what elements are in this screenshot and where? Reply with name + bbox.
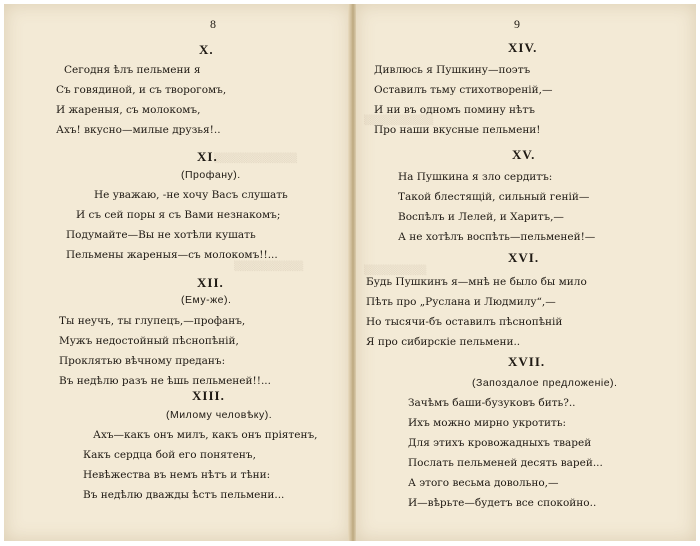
verse-line: Сегодня ѣлъ пельмени я (64, 64, 201, 76)
verse-line: Не уважаю, -не хочу Васъ слушать (94, 189, 288, 201)
verse-line: Ихъ можно мирно укротить: (408, 417, 567, 429)
verse-line: Ты неучъ, ты глупецъ,—профанъ, (59, 315, 246, 327)
verse-line: Оставилъ тьму стихотвореній,— (374, 84, 553, 96)
verse-line: Ахъ—какъ онъ милъ, какъ онъ пріятенъ, (93, 429, 318, 441)
bleed-through: ▒▒▒▒▒▒▒▒▒▒ (234, 262, 304, 272)
verse-line: На Пушкина я зло сердитъ: (398, 171, 553, 183)
verse-line: Про наши вкусные пельмени! (374, 124, 541, 136)
section-subtitle: (Милому человѣку). (166, 409, 273, 421)
verse-line: Послать пельменей десять варей... (408, 457, 603, 469)
verse-line: Но тысячи-бъ оставилъ пѣснопѣній (366, 316, 563, 328)
verse-xvii (408, 393, 603, 513)
verse-line: Дивлюсь я Пушкину—поэтъ (374, 64, 531, 76)
verse-line: Подумайте—Вы не хотѣли кушать (66, 229, 256, 241)
section-subtitle: (Ему-же). (181, 294, 232, 306)
verse-line: Такой блестящій, сильный геній— (398, 191, 590, 203)
section-heading: XVI. (508, 250, 540, 265)
verse-line: Для этихъ кровожадныхъ тварей (408, 437, 592, 449)
page-number: 9 (514, 17, 520, 31)
verse-line: Въ недѣлю дважды ѣстъ пельмени... (83, 489, 285, 501)
section-heading: XV. (512, 147, 536, 162)
verse-line: Я про сибирскіе пельмени.. (366, 336, 521, 348)
verse-line: Проклятью вѣчному преданъ: (59, 355, 226, 367)
page-number: 8 (210, 17, 216, 31)
verse-line: Съ говядиной, и съ творогомъ, (56, 84, 227, 96)
verse-line: И—вѣрьте—будетъ все спокойно.. (408, 497, 597, 509)
verse-xvi (366, 272, 587, 352)
verse-line: Какъ сердца бой его понятенъ, (83, 449, 256, 461)
left-page (4, 4, 351, 541)
verse-xv (398, 167, 595, 247)
verse-xii (59, 311, 271, 391)
section-heading: XII. (197, 275, 224, 290)
bleed-through: ▒▒▒▒▒▒▒▒▒▒▒▒ (214, 154, 298, 164)
verse-line: Мужъ недостойный пѣснопѣній, (59, 335, 239, 347)
bleed-through: ▒▒▒▒▒▒▒▒▒ (364, 266, 427, 276)
section-heading: XI. (197, 149, 218, 164)
verse-x (56, 60, 226, 140)
verse-line: И жареныя, съ молокомъ, (56, 104, 201, 116)
section-heading: XIV. (508, 40, 538, 55)
verse-line: А этого весьма довольно,— (408, 477, 559, 489)
section-heading: XVII. (508, 354, 546, 369)
verse-xiv (374, 60, 552, 140)
section-subtitle: (Профану). (181, 169, 241, 181)
right-page (356, 4, 696, 541)
verse-line: А не хотѣлъ воспѣть—пельменей!— (398, 231, 596, 243)
verse-line: Воспѣлъ и Лелей, и Харитъ,— (398, 211, 564, 223)
verse-xi (66, 185, 288, 265)
section-subtitle: (Запоздалое предложеніе). (472, 377, 618, 389)
verse-line: Зачѣмъ баши-бузуковъ бить?.. (408, 397, 576, 409)
section-heading: X. (199, 42, 214, 57)
verse-line: И ни въ одномъ помину нѣтъ (374, 104, 535, 116)
verse-line: Пѣть про „Руслана и Людмилу“,— (366, 296, 556, 308)
verse-line: Невѣжества въ немъ нѣтъ и тѣни: (83, 469, 271, 481)
verse-line: Въ недѣлю разъ не ѣшь пельменей!!... (59, 375, 271, 387)
verse-xiii (69, 425, 317, 505)
section-heading: XIII. (192, 388, 225, 403)
bleed-through: ▒▒▒▒▒▒▒▒▒▒ (364, 116, 434, 126)
verse-line: И съ сей поры я съ Вами незнакомъ; (76, 209, 281, 221)
verse-line: Пельмены жареныя—съ молокомъ!!... (66, 249, 278, 261)
verse-line: Ахъ! вкусно—милые друзья!.. (56, 124, 221, 136)
verse-line: Будь Пушкинъ я—мнѣ не было бы мило (366, 276, 587, 288)
